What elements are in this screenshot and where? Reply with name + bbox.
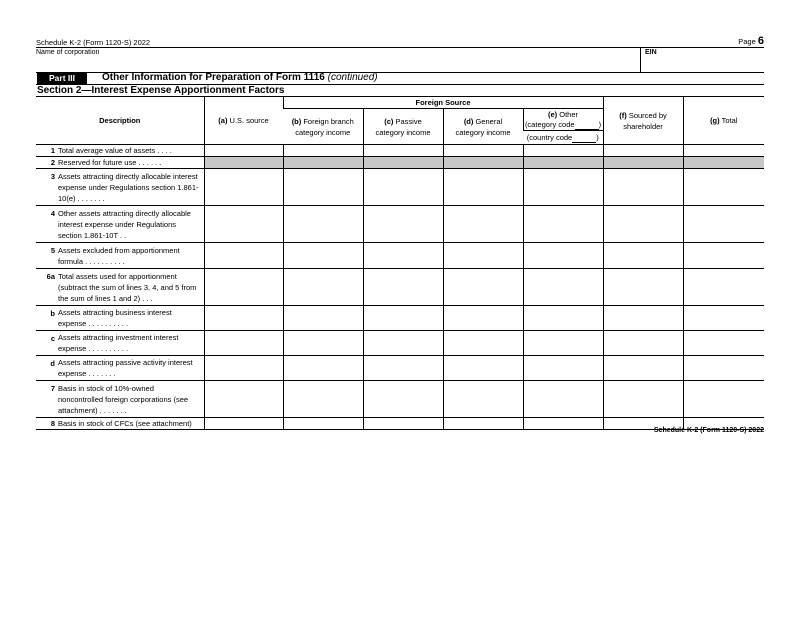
cell-d[interactable] xyxy=(443,145,523,157)
row-description xyxy=(36,157,204,169)
col-g-header: (g) Total xyxy=(683,97,764,145)
cell-b[interactable] xyxy=(283,381,363,418)
cell-g[interactable] xyxy=(683,243,764,269)
cell-d[interactable] xyxy=(443,356,523,381)
cell-a[interactable] xyxy=(204,306,283,331)
row-label: Assets attracting business interest expense . . . . . . . . . . xyxy=(58,308,172,328)
cell-d[interactable] xyxy=(443,331,523,356)
cell-g[interactable] xyxy=(683,145,764,157)
cell-e[interactable] xyxy=(523,381,603,418)
row-description xyxy=(36,243,204,269)
ein-divider xyxy=(640,47,641,72)
cell-c-shaded xyxy=(363,157,443,169)
line-number: b xyxy=(50,309,55,318)
cell-a[interactable] xyxy=(204,381,283,418)
table-row xyxy=(36,157,764,169)
header-row-1 xyxy=(36,97,764,109)
cell-g[interactable] xyxy=(683,331,764,356)
cell-a[interactable] xyxy=(204,356,283,381)
cell-e[interactable] xyxy=(523,331,603,356)
row-description xyxy=(36,169,204,206)
cell-d[interactable] xyxy=(443,206,523,243)
cell-e[interactable] xyxy=(523,169,603,206)
col-e-header: (e) Other (category code ) xyxy=(524,109,602,129)
table-row xyxy=(36,243,764,269)
cell-f-shaded xyxy=(603,157,683,169)
cell-c[interactable] xyxy=(363,169,443,206)
corporation-name-label: Name of corporation xyxy=(36,49,100,56)
cell-d[interactable] xyxy=(443,306,523,331)
row-label: Basis in stock of 10%-owned noncontrolled foreign corporations (see attachment) . . . . . . . xyxy=(58,383,189,415)
cell-a[interactable] xyxy=(204,331,283,356)
row-description xyxy=(36,381,204,418)
cell-b[interactable] xyxy=(283,356,363,381)
table-row xyxy=(36,356,764,381)
cell-g[interactable] xyxy=(683,356,764,381)
col-d-header: (d) General category income xyxy=(443,109,523,145)
row-label: Assets attracting investment interest expense . . . . . . . . . . xyxy=(58,333,179,353)
cell-d[interactable] xyxy=(443,243,523,269)
category-code-label: (category code xyxy=(524,119,575,129)
page-number-value: 6 xyxy=(757,35,764,47)
col-a-header: (a) U.S. source xyxy=(204,97,283,145)
cell-c[interactable] xyxy=(363,418,443,430)
cell-b[interactable] xyxy=(283,418,363,430)
cell-g[interactable] xyxy=(683,381,764,418)
row-label: Total assets used for apportionment (subtract the sum of lines 3, 4, and 5 from the sum of lines 1 and 2) . . . xyxy=(58,271,197,303)
cell-e[interactable] xyxy=(523,243,603,269)
line-number: 7 xyxy=(50,384,55,393)
table-row xyxy=(36,206,764,243)
part-title xyxy=(102,72,378,83)
row-description xyxy=(36,145,204,157)
header-rule xyxy=(36,47,764,48)
line-number: 8 xyxy=(50,419,55,428)
cell-f[interactable] xyxy=(603,169,683,206)
table-row xyxy=(36,169,764,206)
cell-b[interactable] xyxy=(283,269,363,306)
row-description xyxy=(36,269,204,306)
cell-c[interactable] xyxy=(363,331,443,356)
cell-c[interactable] xyxy=(363,145,443,157)
cell-a-shaded xyxy=(204,157,283,169)
cell-b[interactable] xyxy=(283,145,363,157)
line-number: d xyxy=(50,359,55,368)
cell-b[interactable] xyxy=(283,206,363,243)
cell-d[interactable] xyxy=(443,381,523,418)
cell-a[interactable] xyxy=(204,206,283,243)
cell-g[interactable] xyxy=(683,206,764,243)
cell-f[interactable] xyxy=(603,269,683,306)
ein-label: EIN xyxy=(645,49,657,56)
col-b-header: (b) Foreign branch category income xyxy=(283,109,363,145)
row-label: Assets excluded from apportionment formula . . . . . . . . . . xyxy=(58,245,180,266)
cell-b[interactable] xyxy=(283,243,363,269)
cell-f[interactable] xyxy=(603,206,683,243)
cell-f[interactable] xyxy=(603,381,683,418)
row-description xyxy=(36,331,204,356)
line-number: 1 xyxy=(50,146,55,155)
page-label: Page xyxy=(738,37,756,46)
col-description-header: Description xyxy=(36,97,204,145)
line-number: c xyxy=(50,334,55,343)
row-label: Assets attracting passive activity interest expense . . . . . . . xyxy=(58,358,193,378)
form-header-name: Schedule K-2 (Form 1120-S) 2022 xyxy=(36,38,151,47)
cell-c[interactable] xyxy=(363,206,443,243)
cell-g-shaded xyxy=(683,157,764,169)
cell-b[interactable] xyxy=(283,169,363,206)
cell-e-shaded xyxy=(523,157,603,169)
row-label: Assets attracting directly allocable interest expense under Regulations section 1.861-10(e) . . . . . . . xyxy=(58,171,199,203)
row-description xyxy=(36,206,204,243)
cell-d[interactable] xyxy=(443,269,523,306)
cell-c[interactable] xyxy=(363,269,443,306)
table-row xyxy=(36,306,764,331)
cell-a[interactable] xyxy=(204,243,283,269)
line-number: 6a xyxy=(46,272,55,281)
section-title: Section 2—Interest Expense Apportionment Factors xyxy=(37,85,285,96)
cell-e[interactable] xyxy=(523,145,603,157)
foreign-source-header: Foreign Source xyxy=(283,97,603,109)
cell-e[interactable] xyxy=(523,418,603,430)
cell-e[interactable] xyxy=(523,206,603,243)
cell-g[interactable] xyxy=(683,169,764,206)
cell-b-shaded xyxy=(283,157,363,169)
row-label: Other assets attracting directly allocable interest expense under Regulations section 1.861-10T . . xyxy=(58,208,191,240)
row-description xyxy=(36,418,204,430)
cell-c[interactable] xyxy=(363,381,443,418)
cell-a[interactable] xyxy=(204,169,283,206)
cell-g[interactable] xyxy=(683,269,764,306)
cell-d[interactable] xyxy=(443,169,523,206)
line-number: 5 xyxy=(50,246,55,255)
cell-d[interactable] xyxy=(443,418,523,430)
cell-f[interactable] xyxy=(603,331,683,356)
row-label: Total average value of assets . . . . xyxy=(58,146,172,155)
interest-apportionment-table xyxy=(36,96,764,430)
cell-e[interactable] xyxy=(523,356,603,381)
country-code-blank[interactable] xyxy=(572,135,596,143)
table-row xyxy=(36,331,764,356)
line-number: 3 xyxy=(50,172,55,181)
part-title-suffix: (continued) xyxy=(327,72,378,83)
cell-f[interactable] xyxy=(603,243,683,269)
country-code-label: (country code xyxy=(526,133,573,142)
cell-a[interactable] xyxy=(204,418,283,430)
part-label: Part III xyxy=(37,73,87,84)
country-code-cell: (country code ) xyxy=(523,131,603,145)
row-description xyxy=(36,356,204,381)
cell-f[interactable] xyxy=(603,306,683,331)
cell-b[interactable] xyxy=(283,306,363,331)
line-number: 2 xyxy=(50,158,55,167)
cell-e[interactable] xyxy=(523,269,603,306)
cell-a[interactable] xyxy=(204,145,283,157)
col-c-header: (c) Passive category income xyxy=(363,109,443,145)
table-row xyxy=(36,145,764,157)
cell-f[interactable] xyxy=(603,145,683,157)
cell-d-shaded xyxy=(443,157,523,169)
cell-e[interactable] xyxy=(523,306,603,331)
row-label: Basis in stock of CFCs (see attachment) xyxy=(58,419,192,428)
cell-a[interactable] xyxy=(204,269,283,306)
cell-c[interactable] xyxy=(363,356,443,381)
row-label: Reserved for future use . . . . . . xyxy=(58,158,162,167)
cell-g[interactable] xyxy=(683,306,764,331)
part-title-text: Other Information for Preparation of Form 1116 xyxy=(102,72,325,83)
cell-f[interactable] xyxy=(603,356,683,381)
cell-c[interactable] xyxy=(363,306,443,331)
cell-b[interactable] xyxy=(283,331,363,356)
category-code-blank[interactable] xyxy=(575,122,599,130)
cell-c[interactable] xyxy=(363,243,443,269)
page-number xyxy=(738,35,764,47)
row-description xyxy=(36,306,204,331)
table-row xyxy=(36,381,764,418)
footer-form-name: Schedule K-2 (Form 1120-S) 2022 xyxy=(653,427,764,434)
col-f-header: (f) Sourced by shareholder xyxy=(603,97,683,145)
line-number: 4 xyxy=(50,209,55,218)
table-row xyxy=(36,269,764,306)
